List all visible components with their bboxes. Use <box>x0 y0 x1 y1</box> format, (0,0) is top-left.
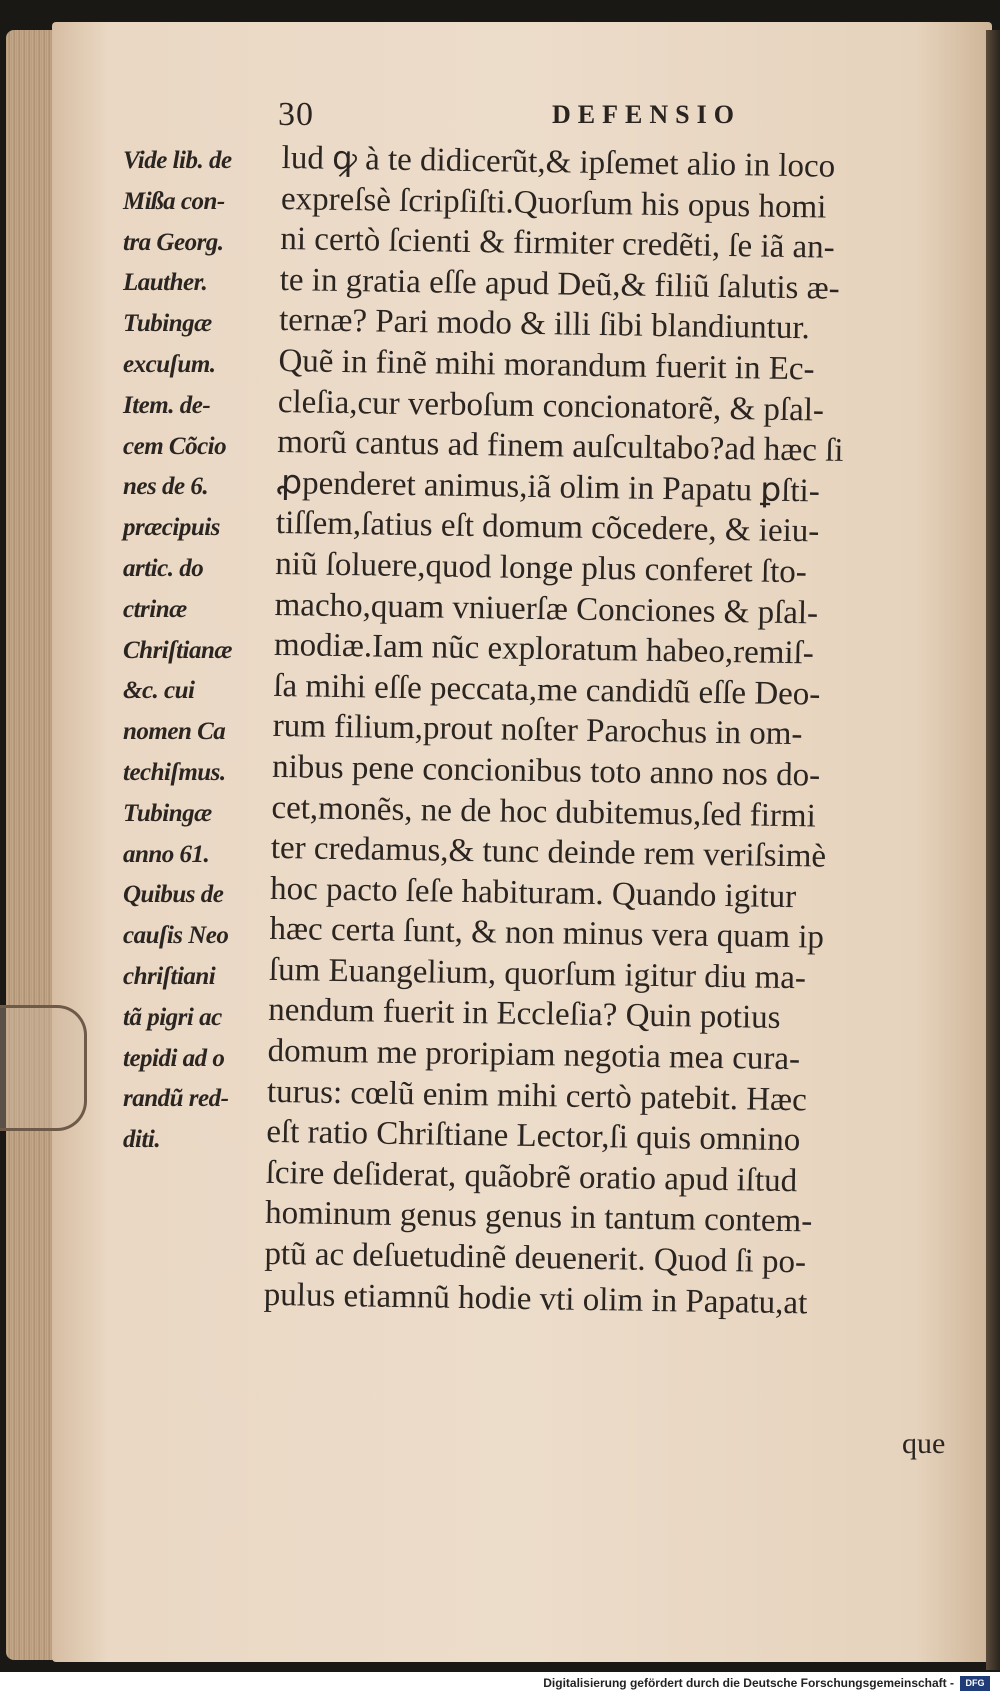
text-line: ternæ? Pari modo & illi ſibi blandiuntur. <box>278 302 811 347</box>
margin-note-line: nomen Ca <box>123 718 226 746</box>
text-line: ptũ ac deſuetudinẽ deuenerit. Quod ſi po- <box>264 1235 807 1281</box>
text-line: rum filium,prout noſter Parochus in om- <box>272 708 803 753</box>
text-line: Quẽ in finẽ mihi morandum fuerit in Ec- <box>278 342 815 388</box>
text-line: pulus etiamnũ hodie vti olim in Papatu,at <box>263 1276 808 1322</box>
margin-note-line: diti. <box>123 1126 161 1154</box>
text-line: hæc certa ſunt, & non minus vera quam ip <box>269 911 825 956</box>
margin-note-line: Tubingæ <box>123 799 212 827</box>
text-line: nendum fuerit in Eccleſia? Quin potius <box>268 992 781 1037</box>
margin-note-line: techiſmus. <box>123 758 226 786</box>
text-line: turus: cœlũ enim mihi certò patebit. Hæc <box>266 1073 808 1119</box>
margin-note-line: ctrinæ <box>123 595 187 623</box>
margin-note-line: Mißa con- <box>123 187 225 215</box>
margin-note-line: Item. de- <box>123 391 211 419</box>
text-line: ꝓpenderet animus,iã olim in Papatu ꝑſti- <box>276 464 821 510</box>
running-title: DEFENSIO <box>552 100 741 129</box>
margin-note-line: præcipuis <box>123 514 220 542</box>
margin-note-line: excuſum. <box>123 350 216 378</box>
running-header <box>270 96 950 136</box>
margin-note-line: tepidi ad o <box>123 1044 225 1072</box>
text-line: ſa mihi eſſe peccata,me candidũ eſſe Deo- <box>273 667 821 713</box>
text-line: ni certò ſcienti & firmiter credẽti, ſe iã an- <box>280 221 835 266</box>
text-line: morũ cantus ad finem auſcultabo?ad hæc ſi <box>276 424 844 470</box>
margin-note-line: Quibus de <box>123 881 224 909</box>
page-number: 30 <box>278 96 314 133</box>
margin-note-line: Lauther. <box>123 269 208 297</box>
text-line: macho,quam vniuerſæ Conciones & pſal- <box>274 586 819 632</box>
text-line: nibus pene concionibus toto anno nos do- <box>271 748 821 794</box>
funding-credit: Digitalisierung gefördert durch die Deutsche Forschungsgemeinschaft - <box>543 1676 954 1690</box>
text-line: lud ꝙ à te didicerũt,& ipſemet alio in loco <box>281 139 836 185</box>
facing-page-edge <box>986 30 1000 1670</box>
margin-note-line: Tubingæ <box>123 310 212 338</box>
margin-note-line: cem Cõcio <box>123 432 227 460</box>
text-line: te in gratia eſſe apud Deũ,& filiũ ſalutis æ- <box>279 261 840 307</box>
text-line: ſcire deſiderat, quãobrẽ oratio apud iſtud <box>265 1154 798 1200</box>
margin-note-line: artic. do <box>123 554 204 582</box>
book-clasp <box>0 1005 87 1131</box>
text-line: eſt ratio Chriſtiane Lector,ſi quis omnino <box>266 1114 801 1159</box>
margin-note-line: chriſtiani <box>123 962 216 990</box>
text-line: hominum genus genus in tantum contem- <box>264 1195 813 1240</box>
text-line: expreſsè ſcripſiſti.Quorſum his opus homi <box>280 180 827 226</box>
dfg-logo: DFG <box>960 1676 990 1691</box>
margin-note-line: &c. cui <box>123 677 195 705</box>
digitization-footer <box>0 1672 1000 1696</box>
text-line: domum me proripiam negotia mea cura- <box>267 1032 801 1078</box>
margin-note-line: nes de 6. <box>123 473 209 501</box>
marginal-notes <box>123 141 273 1161</box>
text-line: ſum Euangelium, quorſum igitur diu ma- <box>268 951 807 997</box>
margin-note-line: tã pigri ac <box>123 1003 222 1031</box>
text-line: ter credamus,& tunc deinde rem veriſsimè <box>270 830 827 875</box>
text-line: niũ ſoluere,quod longe plus conferet ſto- <box>275 545 808 591</box>
text-line: cet,monẽs, ne de hoc dubitemus,ſed firmi <box>271 789 817 834</box>
text-line: hoc pacto ſeſe habituram. Quando igitur <box>269 870 797 915</box>
margin-note-line: tra Georg. <box>123 228 224 256</box>
text-line: modiæ.Iam nũc exploratum habeo,remiſ- <box>273 627 815 672</box>
margin-note-line: anno 61. <box>123 840 210 868</box>
catchword: que <box>902 1427 946 1460</box>
main-text-block <box>264 138 962 1326</box>
margin-note-line: Vide lib. de <box>123 147 232 174</box>
margin-note-line: Chriſtianæ <box>123 636 232 664</box>
margin-note-line: cauſis Neo <box>123 922 229 950</box>
text-line: tiſſem,ſatius eſt domum cõcedere, & ieiu- <box>275 505 820 550</box>
margin-note-line: randũ red- <box>123 1085 229 1113</box>
text-line: cleſia,cur verboſum concionatorẽ, & pſal- <box>277 383 825 429</box>
